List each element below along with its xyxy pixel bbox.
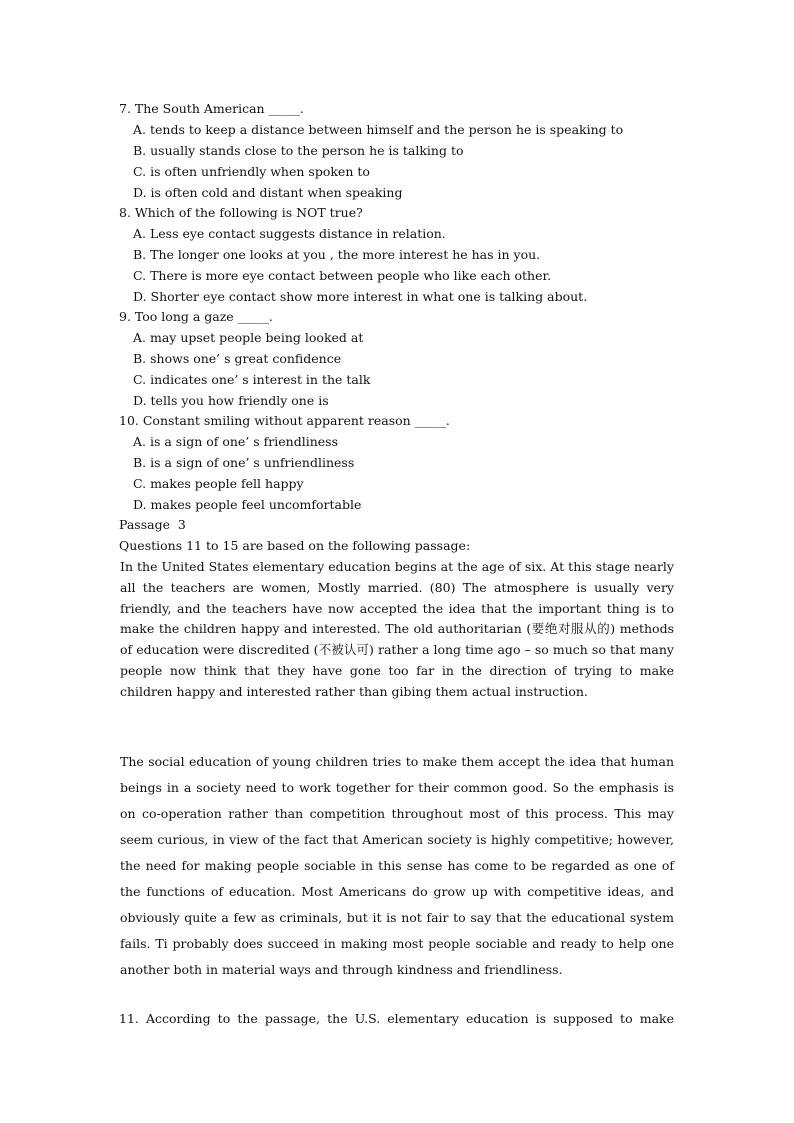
question-10-option-c: C. makes people fell happy <box>133 476 304 491</box>
question-8-option-a: A. Less eye contact suggests distance in relation. <box>133 226 446 241</box>
question-9-option-a: A. may upset people being looked at <box>133 330 364 345</box>
passage-intro: Questions 11 to 15 are based on the following passage: <box>119 538 471 553</box>
question-10-option-b: B. is a sign of one’ s unfriendliness <box>133 455 355 470</box>
question-7-option-a: A. tends to keep a distance between himself and the person he is speaking to <box>133 122 624 137</box>
passage-paragraph-1: In the United States elementary education begins at the age of six. At this stage nearly all the teachers are women, Mostly married. (80) The atmosphere is usually very friendly, and the teachers have now accepted the idea that the important thing is to make the children happy and interested. The old authoritarian (要绝对服从的) methods of education were discredited (不被认可) rather a long time ago – so much so that many people now think that they have gone too far in the direction of trying to make children happy and interested rather than gibing them actual instruction. <box>120 559 674 699</box>
question-9-option-d: D. tells you how friendly one is <box>133 393 329 408</box>
question-10-option-d: D. makes people feel uncomfortable <box>133 497 362 512</box>
question-9-stem: 9. Too long a gaze _____. <box>119 309 273 324</box>
question-8-option-b: B. The longer one looks at you , the more interest he has in you. <box>133 247 541 262</box>
passage-heading: Passage 3 <box>119 517 186 532</box>
question-9-option-b: B. shows one’ s great confidence <box>133 351 342 366</box>
question-11-stem: 11. According to the passage, the U.S. elementary education is supposed to make <box>119 1011 674 1026</box>
question-10-stem: 10. Constant smiling without apparent reason _____. <box>119 413 450 428</box>
question-7-option-d: D. is often cold and distant when speaking <box>133 185 403 200</box>
question-10-option-a: A. is a sign of one’ s friendliness <box>133 434 338 449</box>
question-9-option-c: C. indicates one’ s interest in the talk <box>133 372 371 387</box>
passage-paragraph-2: The social education of young children tries to make them accept the idea that human beings in a society need to work together for their common good. So the emphasis is on co-operation rather than competition throughout most of this process. This may seem curious, in view of the fact that American society is highly competitive; however, the need for making people sociable in this sense has come to be regarded as one of the functions of education. Most Americans do grow up with competitive ideas, and obviously quite a few as criminals, but it is not fair to say that the educational system fails. Ti probably does succeed in making most people sociable and ready to help one another both in material ways and through kindness and friendliness. <box>120 754 674 977</box>
question-8-stem: 8. Which of the following is NOT true? <box>119 205 363 220</box>
question-8-option-c: C. There is more eye contact between people who like each other. <box>133 268 552 283</box>
question-7-option-c: C. is often unfriendly when spoken to <box>133 164 370 179</box>
question-7-option-b: B. usually stands close to the person he is talking to <box>133 143 464 158</box>
question-7-stem: 7. The South American _____. <box>119 101 304 116</box>
question-8-option-d: D. Shorter eye contact show more interest in what one is talking about. <box>133 289 588 304</box>
